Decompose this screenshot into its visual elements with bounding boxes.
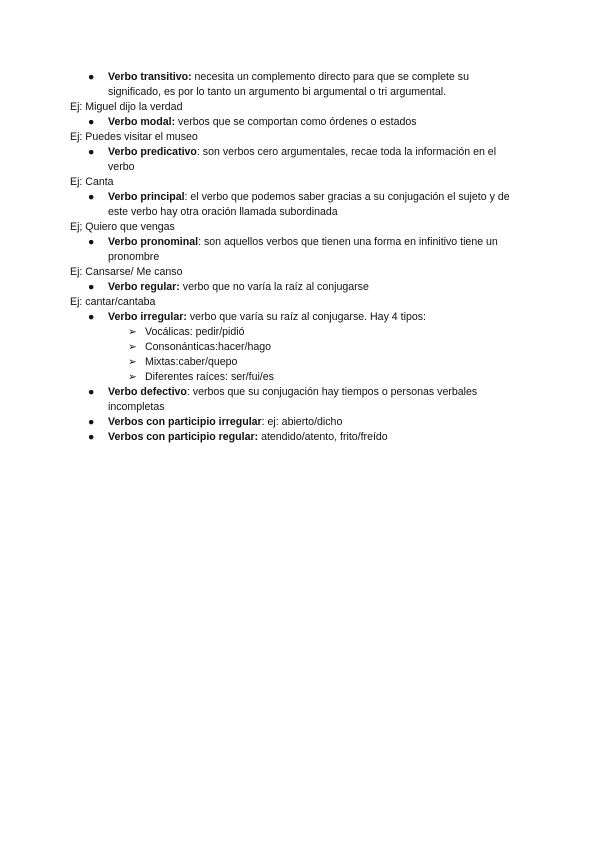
sub-list-item [0, 370, 600, 385]
term: Verbo modal: [108, 116, 176, 128]
bullet-icon: ● [88, 236, 95, 248]
bullet-icon: ● [88, 71, 95, 83]
bullet-icon: ● [88, 281, 95, 293]
definition: : ej: abierto/dicho [261, 416, 343, 428]
term: Verbo principal [108, 191, 185, 203]
definition: : verbos que su conjugación hay tiempos o personas verbales incompletas [108, 386, 478, 413]
bullet-icon: ● [88, 416, 95, 428]
list-item [0, 145, 600, 175]
example-line: Ej: Puedes visitar el museo [70, 131, 198, 143]
term: Verbo irregular: [108, 311, 187, 323]
arrow-bullet-icon: ➢ [128, 356, 137, 368]
example-line: Ej: Miguel dijo la verdad [70, 101, 183, 113]
definition: verbos que se comportan como órdenes o estados [175, 116, 417, 128]
list-item [0, 280, 600, 295]
example-line: Ej: Cansarse/ Me canso [70, 266, 183, 278]
definition: verbo que varía su raíz al conjugarse. Hay 4 tipos: [186, 311, 426, 323]
term: Verbo defectivo [108, 386, 187, 398]
example-line: Ej; Quiero que vengas [70, 221, 175, 233]
sub-item-text: Consonánticas:hacer/hago [145, 341, 272, 353]
definition: : el verbo que podemos saber gracias a su conjugación el sujeto y de este verbo hay otra oración llamada subordinada [108, 191, 510, 218]
example-line: Ej: Canta [70, 176, 114, 188]
list-item [0, 310, 600, 325]
bullet-icon: ● [88, 311, 95, 323]
bullet-icon: ● [88, 116, 95, 128]
list-item [0, 190, 600, 220]
term: Verbo transitivo: [108, 71, 192, 83]
sub-item-text: Mixtas:caber/quepo [145, 356, 238, 368]
definition: : son aquellos verbos que tienen una forma en infinitivo tiene un pronombre [108, 236, 498, 263]
term: Verbo regular: [108, 281, 180, 293]
bullet-icon: ● [88, 386, 95, 398]
bullet-icon: ● [88, 146, 95, 158]
definition: atendido/atento, frito/freído [258, 431, 388, 443]
term: Verbos con participio irregular [108, 416, 262, 428]
list-item [0, 415, 600, 430]
list-item [0, 430, 600, 445]
definition: : son verbos cero argumentales, recae toda la información en el verbo [108, 146, 497, 173]
bullet-icon: ● [88, 191, 95, 203]
term: Verbo predicativo [108, 146, 197, 158]
term: Verbos con participio regular: [108, 431, 259, 443]
list-item [0, 115, 600, 130]
definition: necesita un complemento directo para que se complete su significado, es por lo tanto un argumento bi argumental o tri argumental. [108, 71, 469, 98]
term: Verbo pronominal [108, 236, 199, 248]
arrow-bullet-icon: ➢ [128, 326, 137, 338]
sub-list-item [0, 325, 600, 340]
sub-list-item [0, 340, 600, 355]
document-body [0, 70, 600, 445]
list-item [0, 70, 600, 100]
arrow-bullet-icon: ➢ [128, 371, 137, 383]
arrow-bullet-icon: ➢ [128, 341, 137, 353]
sub-list-item [0, 355, 600, 370]
definition: verbo que no varía la raíz al conjugarse [179, 281, 369, 293]
sub-item-text: Diferentes raíces: ser/fui/es [145, 371, 274, 383]
list-item [0, 385, 600, 415]
example-line: Ej: cantar/cantaba [70, 296, 156, 308]
sub-item-text: Vocálicas: pedir/pidió [145, 326, 245, 338]
list-item [0, 235, 600, 265]
bullet-icon: ● [88, 431, 95, 443]
